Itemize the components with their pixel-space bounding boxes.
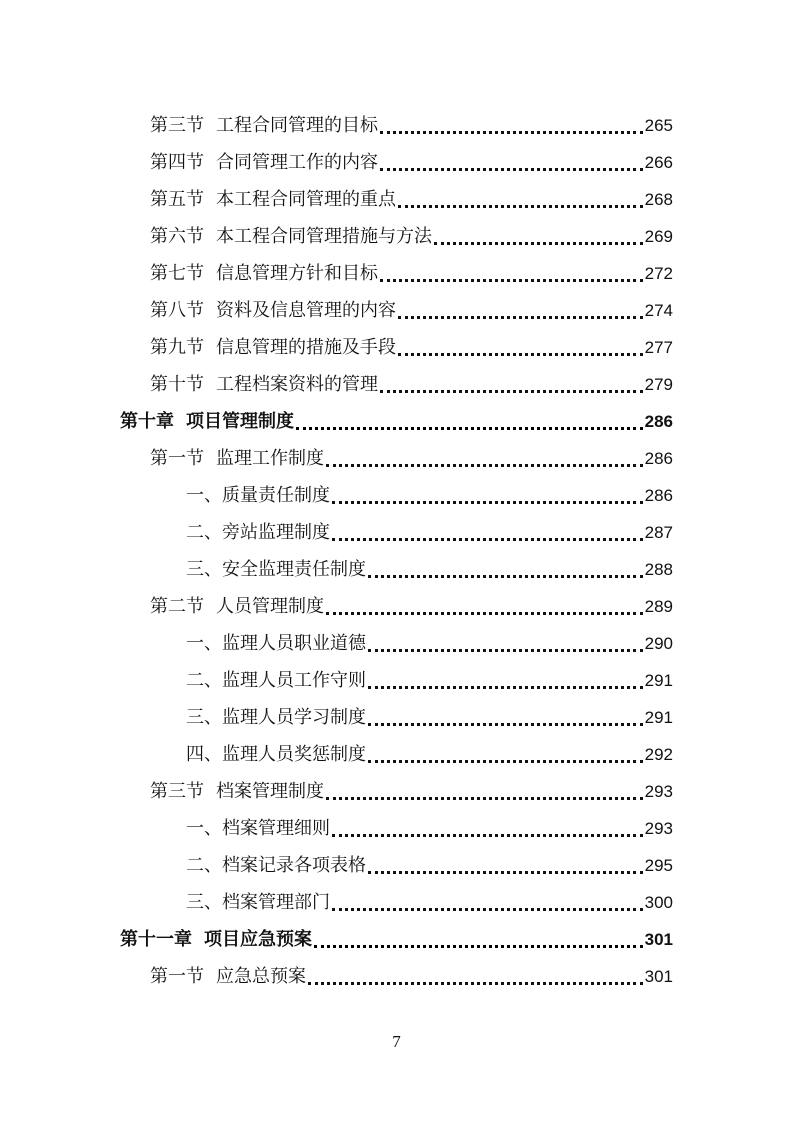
toc-entry[interactable] <box>150 323 673 360</box>
dot-leader <box>308 972 643 985</box>
toc-entry-prefix: 三、 <box>186 707 222 728</box>
dot-leader <box>380 380 643 393</box>
toc-entry-page: 286 <box>644 412 673 431</box>
toc-entry-title: 信息管理的措施及手段 <box>216 337 396 358</box>
toc-entry-prefix: 四、 <box>186 744 222 765</box>
toc-entry-title: 旁站监理制度 <box>222 522 330 543</box>
toc-entry-page: 274 <box>644 301 673 320</box>
toc-entry-page: 290 <box>644 634 673 653</box>
toc-entry-title: 档案管理制度 <box>216 781 324 802</box>
toc-entry[interactable] <box>150 767 673 804</box>
dot-leader <box>368 676 643 689</box>
toc-entry-prefix: 第八节 <box>150 300 204 321</box>
toc-entry-prefix: 一、 <box>186 485 222 506</box>
toc-entry-page: 288 <box>644 560 673 579</box>
toc-entry-prefix: 第七节 <box>150 263 204 284</box>
toc-item[interactable] <box>186 730 673 767</box>
toc-entry-title: 档案管理细则 <box>222 818 330 839</box>
toc-entry-prefix: 第五节 <box>150 189 204 210</box>
toc-entry-page: 301 <box>644 967 673 986</box>
dot-leader <box>332 528 643 541</box>
dot-leader <box>332 898 643 911</box>
toc-entry-prefix: 第十章 <box>120 411 174 432</box>
toc-entry-page: 291 <box>644 708 673 727</box>
toc-entry-page: 286 <box>644 449 673 468</box>
toc-entry-page: 286 <box>644 486 673 505</box>
toc-entry[interactable] <box>150 360 673 397</box>
toc-entry-title: 人员管理制度 <box>216 596 324 617</box>
toc-entry-prefix: 三、 <box>186 559 222 580</box>
toc-item[interactable] <box>186 804 673 841</box>
toc-entry-title: 应急总预案 <box>216 966 306 987</box>
dot-leader <box>296 417 643 430</box>
dot-leader <box>434 232 643 245</box>
dot-leader <box>368 861 643 874</box>
toc-entry-title: 本工程合同管理措施与方法 <box>216 226 432 247</box>
toc-chapter[interactable] <box>120 397 673 434</box>
toc-item[interactable] <box>186 693 673 730</box>
dot-leader <box>398 195 643 208</box>
toc-entry-prefix: 二、 <box>186 670 222 691</box>
toc-entry-prefix: 第三节 <box>150 115 204 136</box>
toc-entry[interactable] <box>150 175 673 212</box>
toc-entry-prefix: 一、 <box>186 818 222 839</box>
toc-entry-page: 272 <box>644 264 673 283</box>
dot-leader <box>398 343 643 356</box>
toc-entry-title: 工程合同管理的目标 <box>216 115 378 136</box>
toc-entry[interactable] <box>150 138 673 175</box>
dot-leader <box>398 306 643 319</box>
dot-leader <box>380 269 643 282</box>
toc-entry-prefix: 第九节 <box>150 337 204 358</box>
dot-leader <box>314 935 643 948</box>
toc-entry-prefix: 第二节 <box>150 596 204 617</box>
toc-entry-prefix: 第三节 <box>150 781 204 802</box>
toc-entry-page: 268 <box>644 190 673 209</box>
toc-entry-prefix: 三、 <box>186 892 222 913</box>
page-number: 7 <box>392 1032 401 1051</box>
toc-entry-title: 监理人员学习制度 <box>222 707 366 728</box>
dot-leader <box>326 602 643 615</box>
toc-item[interactable] <box>186 878 673 915</box>
toc-entry-prefix: 二、 <box>186 855 222 876</box>
toc-entry-page: 269 <box>644 227 673 246</box>
toc-chapter[interactable] <box>120 915 673 952</box>
toc-item[interactable] <box>186 656 673 693</box>
toc-entry[interactable] <box>150 101 673 138</box>
dot-leader <box>368 750 643 763</box>
toc-entry-page: 279 <box>644 375 673 394</box>
dot-leader <box>326 787 643 800</box>
toc-entry-page: 266 <box>644 153 673 172</box>
toc-entry-title: 资料及信息管理的内容 <box>216 300 396 321</box>
toc-item[interactable] <box>186 545 673 582</box>
toc-entry-prefix: 一、 <box>186 633 222 654</box>
toc-entry-prefix: 第四节 <box>150 152 204 173</box>
toc-entry[interactable] <box>150 434 673 471</box>
toc-entry-title: 档案管理部门 <box>222 892 330 913</box>
dot-leader <box>368 713 643 726</box>
toc-entry-title: 质量责任制度 <box>222 485 330 506</box>
toc-entry[interactable] <box>150 249 673 286</box>
toc-entry-prefix: 第一节 <box>150 448 204 469</box>
toc-entry-title: 档案记录各项表格 <box>222 855 366 876</box>
toc-item[interactable] <box>186 471 673 508</box>
toc-entry-prefix: 第六节 <box>150 226 204 247</box>
toc-entry[interactable] <box>150 582 673 619</box>
toc-entry-page: 301 <box>644 930 673 949</box>
toc-item[interactable] <box>186 841 673 878</box>
dot-leader <box>332 824 643 837</box>
toc-entry-prefix: 第十节 <box>150 374 204 395</box>
toc-entry-title: 监理人员奖惩制度 <box>222 744 366 765</box>
toc-entry-page: 277 <box>644 338 673 357</box>
toc-entry-title: 合同管理工作的内容 <box>216 152 378 173</box>
toc-entry-page: 265 <box>644 116 673 135</box>
dot-leader <box>368 565 643 578</box>
dot-leader <box>368 639 643 652</box>
dot-leader <box>380 158 643 171</box>
dot-leader <box>326 454 643 467</box>
toc-entry-page: 292 <box>644 745 673 764</box>
toc-entry[interactable] <box>150 952 673 989</box>
toc-entry-page: 291 <box>644 671 673 690</box>
toc-entry-prefix: 二、 <box>186 522 222 543</box>
toc-entry[interactable] <box>150 212 673 249</box>
toc-entry-page: 287 <box>644 523 673 542</box>
toc-entry-title: 信息管理方针和目标 <box>216 263 378 284</box>
toc-entry-title: 工程档案资料的管理 <box>216 374 378 395</box>
toc-entry-title: 项目应急预案 <box>204 929 312 950</box>
toc-entry-title: 本工程合同管理的重点 <box>216 189 396 210</box>
dot-leader <box>332 491 643 504</box>
toc-entry[interactable] <box>150 286 673 323</box>
toc-entry-page: 293 <box>644 782 673 801</box>
toc-item[interactable] <box>186 508 673 545</box>
toc-entry-title: 监理人员工作守则 <box>222 670 366 691</box>
toc-entry-page: 289 <box>644 597 673 616</box>
toc-entry-page: 300 <box>644 893 673 912</box>
toc-entry-page: 295 <box>644 856 673 875</box>
toc-entry-page: 293 <box>644 819 673 838</box>
toc-item[interactable] <box>186 619 673 656</box>
toc-entry-prefix: 第一节 <box>150 966 204 987</box>
toc-entry-title: 安全监理责任制度 <box>222 559 366 580</box>
toc-entry-prefix: 第十一章 <box>120 929 192 950</box>
toc-entry-title: 监理工作制度 <box>216 448 324 469</box>
toc-entry-title: 监理人员职业道德 <box>222 633 366 654</box>
dot-leader <box>380 121 643 134</box>
toc-entry-title: 项目管理制度 <box>186 411 294 432</box>
